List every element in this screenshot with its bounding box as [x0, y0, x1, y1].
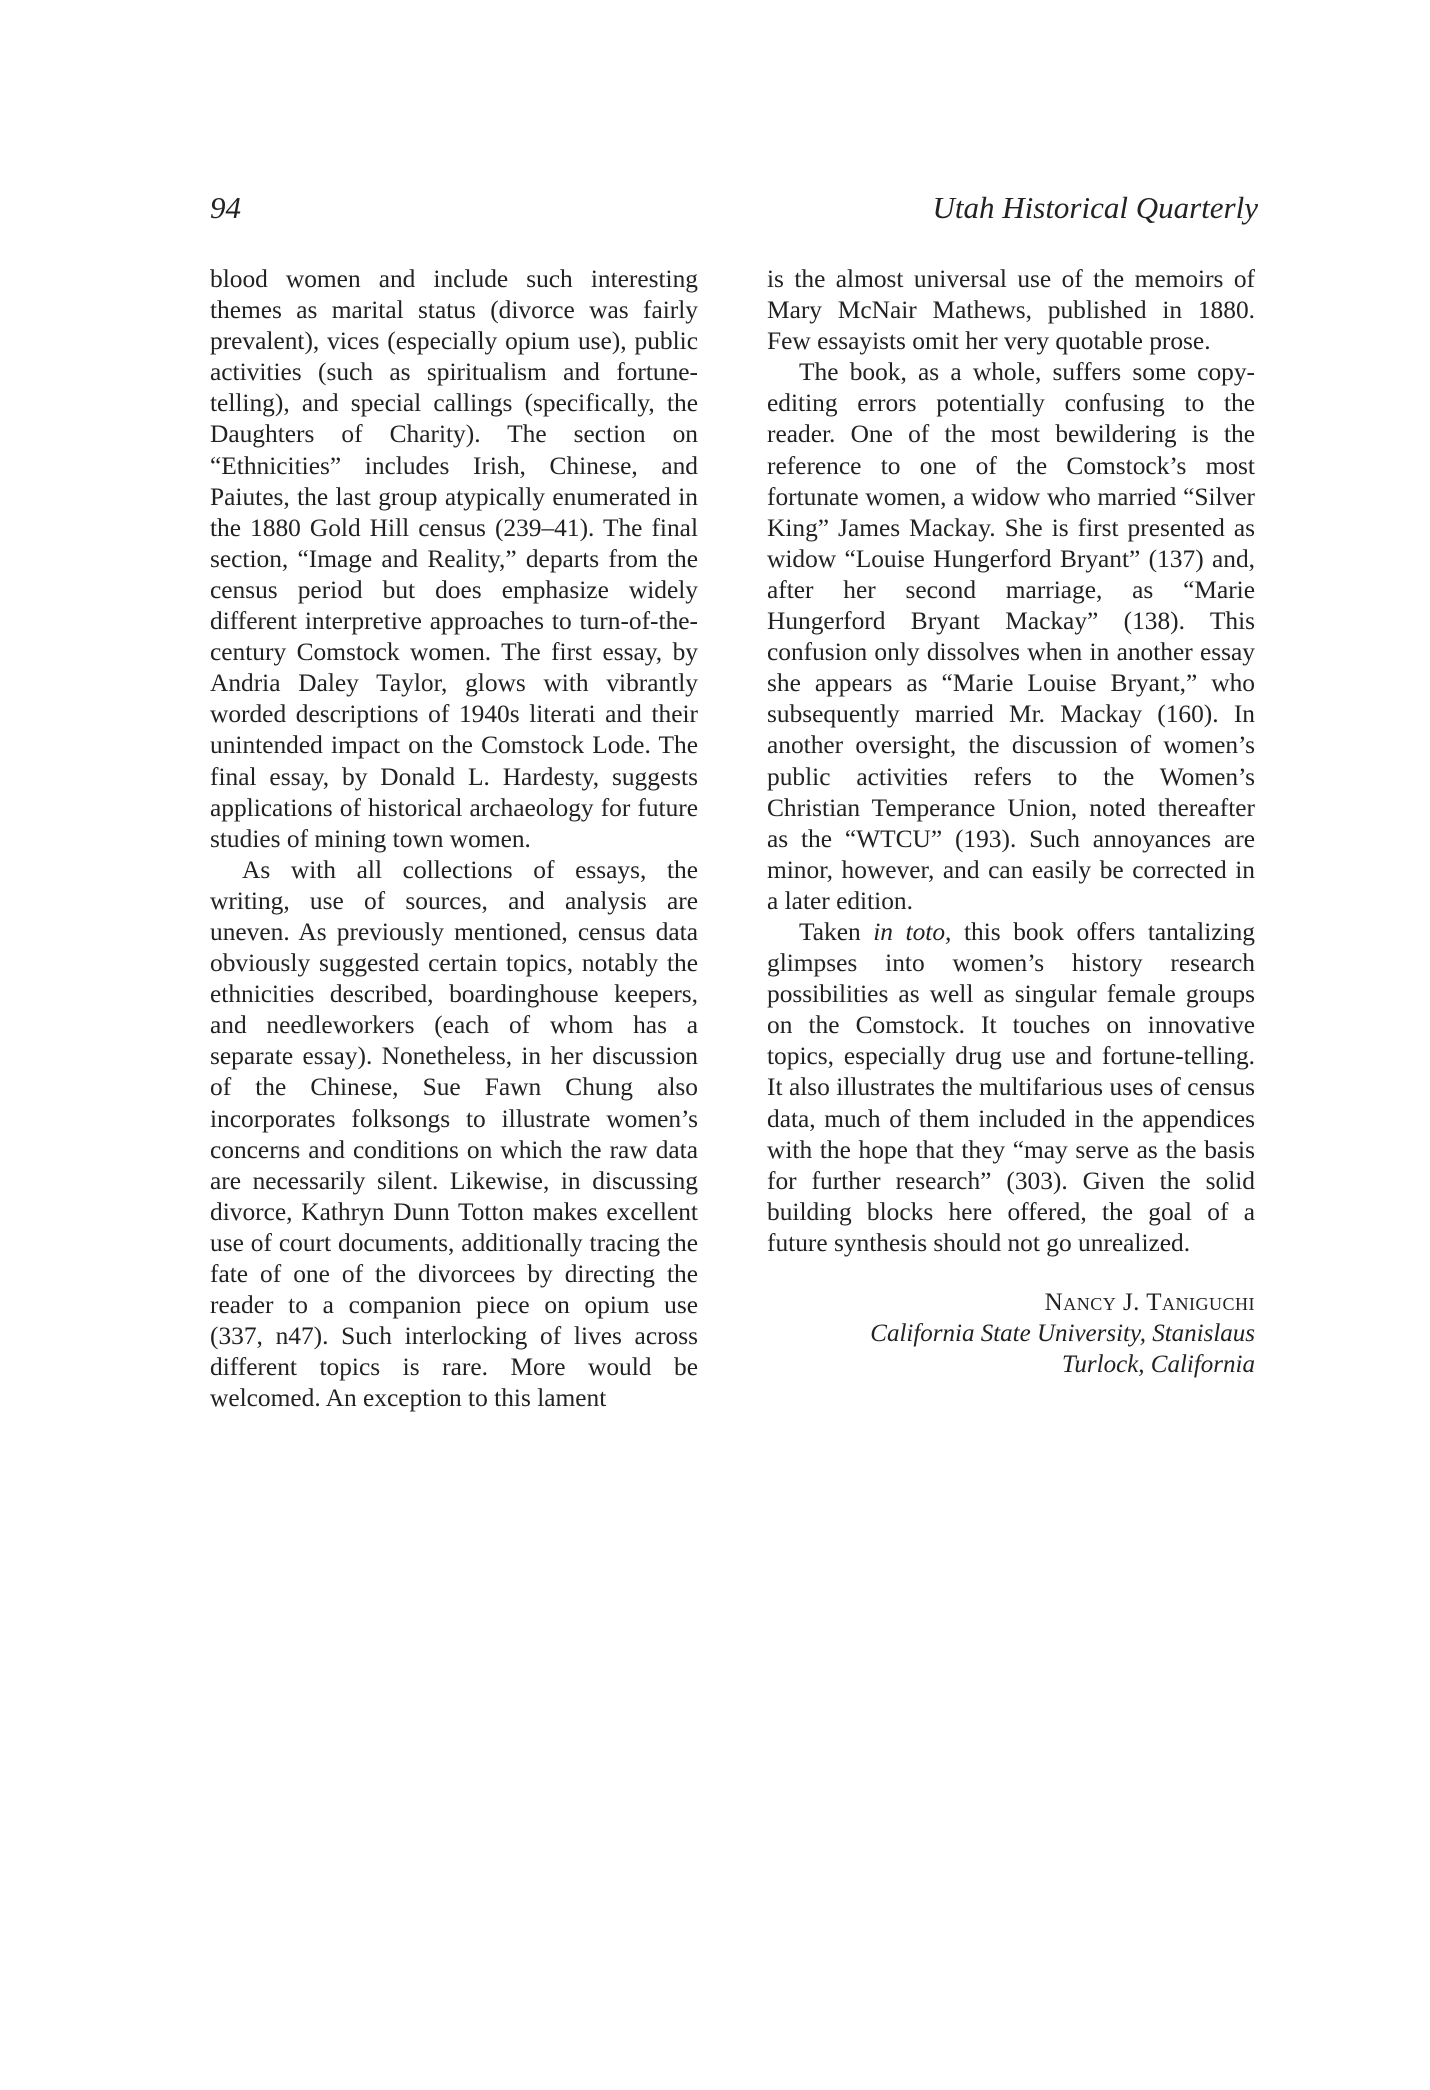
reviewer-affiliation: California State University, Stanislaus [870, 1320, 1255, 1347]
paragraph-3-prefix: Taken [799, 917, 874, 946]
reviewer-signature [767, 1287, 1255, 1380]
reviewer-location: Turlock, California [1061, 1351, 1255, 1378]
right-paragraph-1: is the almost universal use of the memoirs of Mary McNair Mathews, published in 1880. Few essayists omit her very quotable prose. [767, 265, 1255, 356]
reviewer-name: Nancy J. Taniguchi [1044, 1289, 1255, 1316]
left-paragraph-1: blood women and include such interesting themes as marital status (divorce was fairly prevalent), vices (especially opium use), public activities (such as spiritualism and fortune-telling), and special callings (specifically, the Daughters of Charity). The section on “Ethnicities” includes Irish, Chinese, and Paiutes, the last group atypically enumerated in the 1880 Gold Hill census (239–41). The final section, “Image and Reality,” departs from the census period but does emphasize widely different interpretive approaches to turn-of-the-century Comstock women. The first essay, by Andria Daley Taylor, glows with vibrantly worded descriptions of 1940s literati and their unintended impact on the Comstock Lode. The final essay, by Donald L. Hardesty, suggests applications of historical archaeology for future studies of mining town women. [210, 265, 698, 853]
left-column [210, 264, 698, 1414]
right-paragraph-2: The book, as a whole, suffers some copy-editing errors potentially confusing to the reader. One of the most bewildering is the reference to one of the Comstock’s most fortunate women, a widow who married “Silver King” James Mackay. She is first presented as widow “Louise Hungerford Bryant” (137) and, after her second marriage, as “Marie Hungerford Bryant Mackay” (138). This confusion only dissolves when in another essay she appears as “Marie Louise Bryant,” who subsequently married Mr. Mackay (160). In another oversight, the discussion of women’s public activities refers to the Women’s Christian Temperance Union, noted thereafter as the “WTCU” (193). Such annoyances are minor, however, and can easily be corrected in a later edition. [767, 358, 1255, 915]
running-head: Utah Historical Quarterly [932, 190, 1258, 225]
page-number: 94 [210, 190, 241, 225]
in-toto-italic: in toto, [873, 917, 952, 946]
right-paragraph-3 [767, 917, 1255, 1259]
paragraph-3-rest: this book offers tantalizing glimpses into women’s history research possibilities as well as singular female groups on the Comstock. It touches on innovative topics, especially drug use and fortune-telling. It also illustrates the multifarious uses of census data, much of them included in the appendices with the hope that they “may serve as the basis for further research” (303). Given the solid building blocks here offered, the goal of a future synthesis should not go unrealized. [767, 917, 1256, 1257]
right-column [767, 264, 1255, 1380]
left-paragraph-2: As with all collections of essays, the writing, use of sources, and analysis are uneven. As previously mentioned, census data obviously suggested certain topics, notably the ethnicities described, boardinghouse keepers, and needleworkers (each of whom has a separate essay). Nonetheless, in her discussion of the Chinese, Sue Fawn Chung also incorporates folksongs to illustrate women’s concerns and conditions on which the raw data are necessarily silent. Likewise, in discussing divorce, Kathryn Dunn Totton makes excellent use of court documents, additionally tracing the fate of one of the divorcees by directing the reader to a companion piece on opium use (337, n47). Such interlocking of lives across different topics is rare. More would be welcomed. An exception to this lament [210, 855, 698, 1413]
